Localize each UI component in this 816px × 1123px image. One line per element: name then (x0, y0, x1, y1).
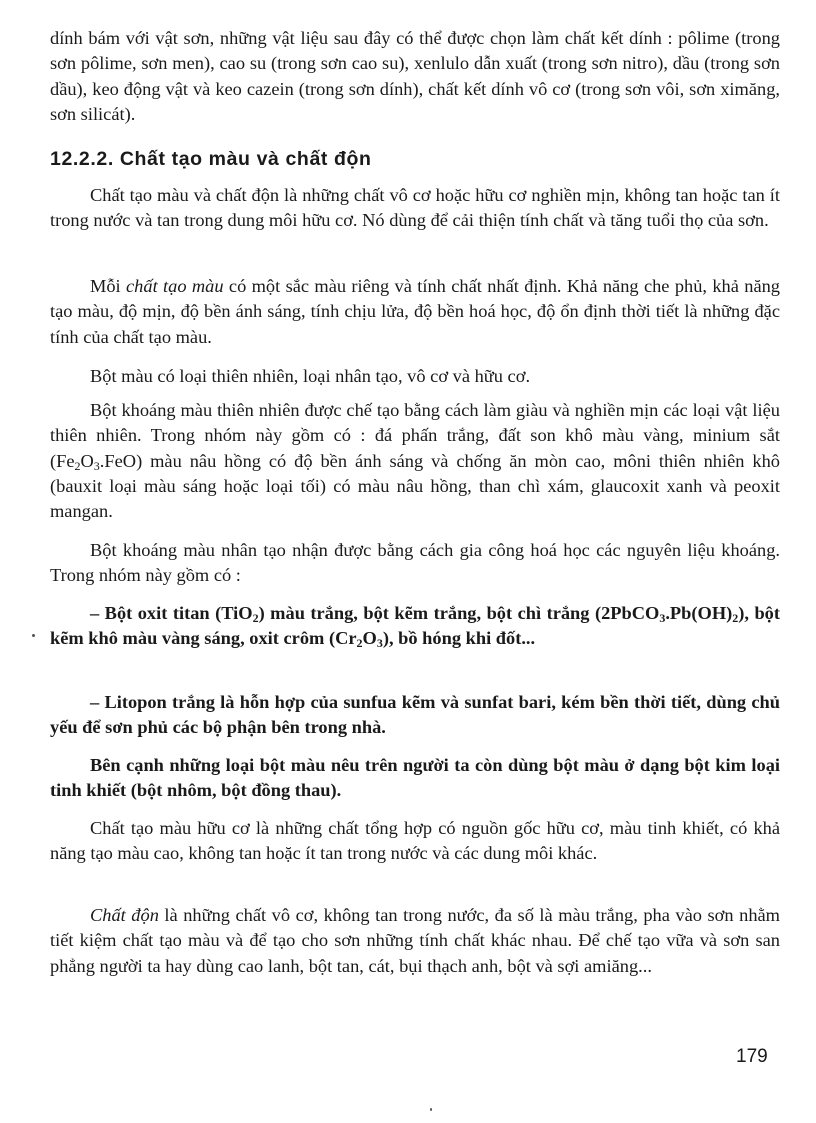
paragraph-binders: dính bám với vật sơn, những vật liệu sau đây có thể được chọn làm chất kết dính : pôlime (trong sơn pôlime, sơn men), cao su (trong sơn cao su), xenlulo dẫn xuất (trong sơn nitro), dầu (trong sơn dầu), keo động vật và keo cazein (trong sơn dính), chất kết dính vô cơ (trong sơn vôi, sơn ximăng, sơn silicát). (50, 28, 780, 124)
text: là những chất vô cơ, không tan trong nước, đa số là màu trắng, pha vào sơn nhằm tiết kiệm chất tạo màu và để tạo cho sơn những tính chất khác nhau. Để chế tạo vữa và sơn san phẳng người ta hay dùng cao lanh, bột tan, cát, bụi thạch anh, bột và sợi amiăng... (50, 905, 780, 976)
subscript: 2 (74, 458, 81, 473)
subscript: 3 (659, 611, 666, 625)
text: ), bồ hóng khi đốt... (382, 628, 536, 649)
subscript: 2 (252, 611, 259, 625)
paragraph-synthetic-pigments: Bột khoáng màu nhân tạo nhận được bằng cách gia công hoá học các nguyên liệu khoáng. Trong nhóm này gồm có : (50, 540, 780, 586)
term-filler: Chất độn (90, 905, 159, 925)
text: Mỗi (90, 276, 127, 296)
paragraph-intro: Chất tạo màu và chất độn là những chất vô cơ hoặc hữu cơ nghiền mịn, không tan hoặc tan ít trong nước và tan trong dung môi hữu cơ. Nó dùng để cải thiện tính chất và tăng tuổi thọ của sơn. (50, 185, 780, 231)
text: Bột khoáng màu thiên nhiên được chế tạo bằng cách làm giàu và nghiền mịn các loại vật liệu thiên nhiên. Trong nhóm này gồm có : đá phấn trắng, đất son khô màu vàng, minium sắt (Fe (50, 400, 780, 471)
paragraph-fillers (50, 903, 780, 979)
text: O (80, 450, 94, 471)
section-heading: 12.2.2. Chất tạo màu và chất độn (50, 148, 372, 170)
list-item-lithopone: – Litopon trắng là hỗn hợp của sunfua kẽm và sunfat bari, kém bền thời tiết, dùng chủ yếu để sơn phủ các bộ phận bên trong nhà. (50, 692, 780, 738)
text: ), bột kẽm khô màu vàng sáng, oxit crôm (Cr (50, 603, 780, 649)
term-pigment: chất tạo màu (126, 276, 224, 296)
text: – Bột oxit titan (TiO (90, 603, 253, 623)
subscript: 2 (732, 611, 739, 625)
text: O (362, 628, 377, 649)
text: .Pb(OH) (665, 603, 733, 623)
paragraph-pigment-properties (50, 274, 780, 350)
text: ) màu trắng, bột kẽm trắng, bột chì trắng (2PbCO (258, 603, 660, 623)
paragraph-natural-pigments (50, 398, 780, 524)
subscript: 3 (376, 636, 383, 651)
text: .FeO) màu nâu hồng có độ bền ánh sáng và chống ăn mòn cao, môni thiên nhiên khô (bauxit loại màu sáng hoặc loại tối) có màu nâu hồng, than chì xám, glaucoxit xanh và peoxit mangan. (50, 450, 780, 522)
page-number: 179 (736, 1046, 768, 1067)
text: có một sắc màu riêng và tính chất nhất định. Khả năng che phủ, khả năng tạo màu, độ mịn, độ bền ánh sáng, tính chịu lửa, độ bền hoá học, độ ổn định thời tiết là những đặc tính của chất tạo màu. (50, 276, 780, 347)
paragraph-metal-powders: Bên cạnh những loại bột màu nêu trên người ta còn dùng bột màu ở dạng bột kim loại tinh khiết (bột nhôm, bột đồng thau). (50, 755, 780, 801)
paragraph-organic-pigments: Chất tạo màu hữu cơ là những chất tổng hợp có nguồn gốc hữu cơ, màu tinh khiết, có khả năng tạo màu cao, không tan hoặc ít tan trong nước và các dung môi khác. (50, 818, 780, 864)
scan-speck (32, 634, 35, 637)
paragraph-pigment-types: Bột màu có loại thiên nhiên, loại nhân tạo, vô cơ và hữu cơ. (90, 366, 531, 386)
subscript: 3 (93, 458, 100, 473)
list-item-titanium (50, 601, 780, 652)
subscript: 2 (356, 636, 363, 651)
scan-speck (430, 1108, 432, 1111)
